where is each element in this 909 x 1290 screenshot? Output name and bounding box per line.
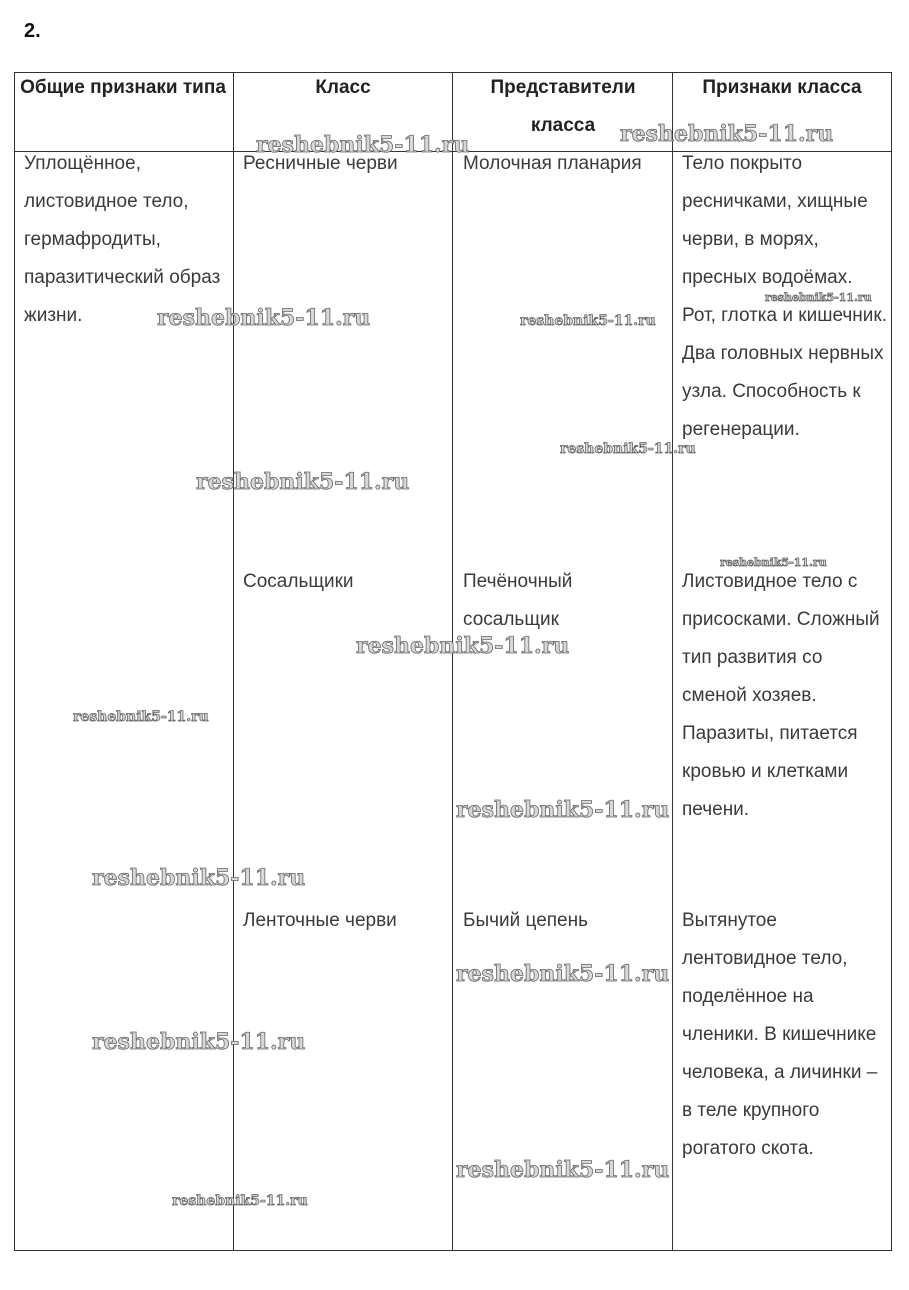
watermark: reshebnik5-11.ru — [765, 291, 872, 304]
watermark: reshebnik5-11.ru — [256, 132, 470, 158]
row2-representatives: Печёночный сосальщик — [463, 571, 573, 630]
watermark: reshebnik5-11.ru — [720, 556, 827, 569]
watermark: reshebnik5-11.ru — [157, 305, 371, 331]
row3-representatives: Бычий цепень — [463, 910, 589, 931]
watermark: reshebnik5-11.ru — [73, 709, 209, 725]
common-traits-cell: Уплощённое, листовидное тело, гермафродиты, паразитический образ жизни. — [24, 153, 221, 326]
column-divider-2 — [452, 72, 453, 1251]
header-class: Класс — [315, 77, 371, 98]
row3-traits: Вытянутое лентовидное тело, поделённое на членики. В кишечнике человека, а личинки – в теле крупного рогатого скота. — [682, 910, 878, 1159]
row1-representatives: Молочная планария — [463, 153, 642, 174]
task-number: 2. — [24, 20, 41, 42]
table-border-left — [14, 72, 15, 1251]
row3-class: Ленточные черви — [243, 910, 397, 931]
column-divider-3 — [672, 72, 673, 1251]
row1-class: Ресничные черви — [243, 153, 398, 174]
watermark: reshebnik5-11.ru — [560, 441, 696, 457]
row2-class: Сосальщики — [243, 571, 354, 592]
watermark: reshebnik5-11.ru — [196, 469, 410, 495]
header-representatives: Представители класса — [490, 77, 636, 136]
table-border-bottom — [14, 1250, 892, 1251]
watermark: reshebnik5-11.ru — [456, 961, 670, 987]
row2-traits: Листовидное тело с присосками. Сложный тип развития со сменой хозяев. Паразиты, питается кровью и клетками печени. — [682, 571, 880, 820]
watermark: reshebnik5-11.ru — [456, 797, 670, 823]
watermark: reshebnik5-11.ru — [456, 1157, 670, 1183]
watermark: reshebnik5-11.ru — [620, 121, 834, 147]
watermark: reshebnik5-11.ru — [356, 633, 570, 659]
row1-traits: Тело покрыто ресничками, хищные черви, в морях, пресных водоёмах. Рот, глотка и кишечник. Два головных нервных узла. Способность к регенерации. — [682, 153, 887, 440]
header-common-traits: Общие признаки типа — [20, 77, 226, 98]
header-class-traits: Признаки класса — [702, 77, 862, 98]
watermark: reshebnik5-11.ru — [520, 313, 656, 329]
watermark: reshebnik5-11.ru — [92, 865, 306, 891]
table-border-right — [891, 72, 892, 1251]
watermark: reshebnik5-11.ru — [92, 1029, 306, 1055]
column-divider-1 — [233, 72, 234, 1251]
watermark: reshebnik5-11.ru — [172, 1193, 308, 1209]
